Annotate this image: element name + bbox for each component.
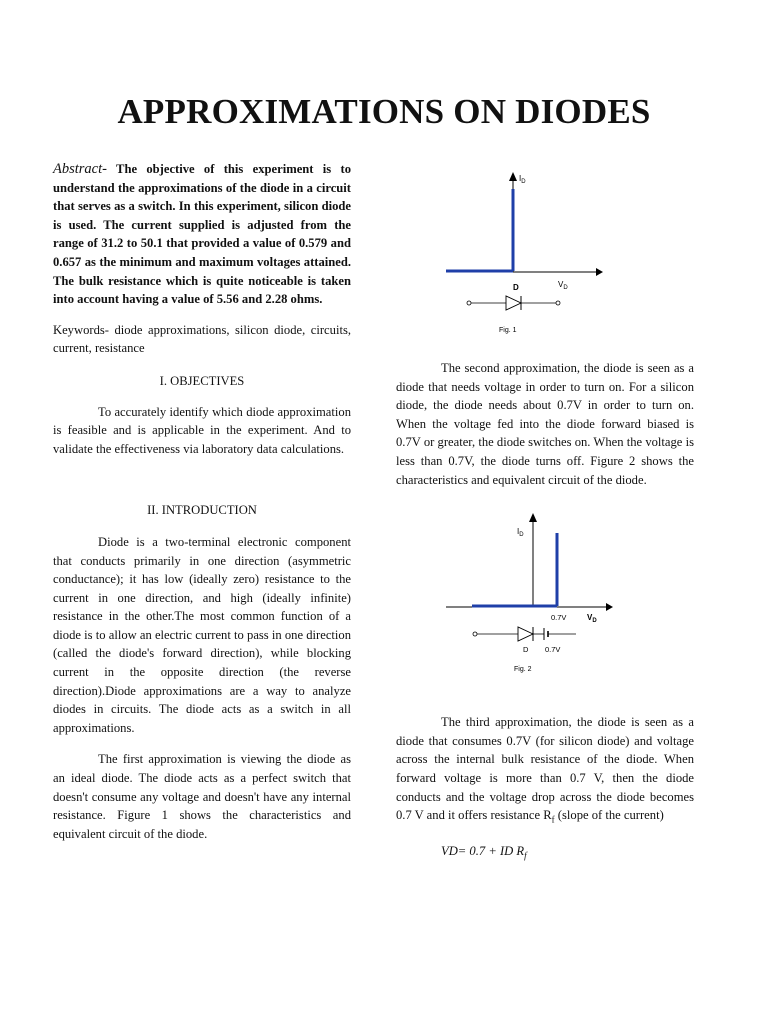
fig1-terminal-left	[467, 301, 471, 305]
third-approximation-text: The third approximation, the diode is seen as a diode that consumes 0.7V (for silicon diode) and voltage across the internal bulk resistance of the diode. When forward voltage is more than 0.7 V, then the diode conducts and the voltage drop across the diode becomes 0.7 V and it offers resistance $R_f$ (slope of the current)	[396, 715, 694, 825]
right-column	[396, 165, 694, 865]
fig2-terminal-left	[473, 632, 477, 636]
fig1-y-arrow-icon	[509, 172, 517, 181]
fig2-vd-label: $V_D$	[587, 613, 597, 625]
objectives-heading: I. OBJECTIVES	[159, 373, 245, 388]
fig2-y-arrow-icon	[529, 513, 537, 522]
fig2-caption: Fig. 2	[514, 666, 532, 674]
fig2-battery-label: 0.7V	[545, 645, 561, 655]
introduction-heading: II. INTRODUCTION	[147, 503, 257, 518]
fig1-diode-symbol-icon	[506, 296, 521, 310]
objectives-text: To accurately identify which diode approximation is feasible and is applicable in the experiment. And to validate the effectiveness via laboratory data calculations.	[53, 404, 351, 456]
fig2-diode-label: D	[523, 645, 529, 655]
paper-title: APPROXIMATIONS ON DIODES	[117, 92, 651, 131]
keywords: Keywords- diode approximations, silicon diode, circuits, current, resistance	[53, 322, 351, 356]
fig1-diode-label: D	[513, 283, 519, 292]
equation: VD= 0.7 + ID $R_f$	[441, 844, 527, 861]
abstract-text: The objective of this experiment is to understand the approximations of the diode in a circuit that serves as a switch. In this experiment, silicon diode is used. The current supplied is adjusted from the range of 31.2 to 50.1 that provided a value of 0.579 and 0.657 as the minimum and maximum voltages attained. The bulk resistance which is quite noticeable is taken into account having a value of 5.56 and 2.28 ohms.	[53, 162, 351, 307]
fig2-threshold-label: 0.7V	[551, 613, 567, 623]
figure-2	[396, 509, 694, 689]
introduction-paragraph-2: The first approximation is viewing the diode as an ideal diode. The diode acts as a perfect switch that doesn't consume any voltage and doesn't have any internal resistance. Figure 1 shows the characteristics and equivalent circuit of the diode.	[53, 752, 351, 841]
abstract	[53, 160, 351, 309]
fig2-x-arrow-icon	[606, 603, 613, 611]
fig2-diode-symbol-icon	[518, 627, 533, 641]
fig1-x-arrow-icon	[596, 268, 603, 276]
fig1-terminal-right	[556, 301, 560, 305]
figure-1	[396, 165, 694, 345]
second-approximation-text: The second approximation, the diode is seen as a diode that needs voltage in order to turn on. For a silicon diode, the diode needs about 0.7V in order to turn on. When the voltage fed into the diode forward biased is 0.7V or greater, the diode switches on. When the voltage is less than 0.7V, the diode turns off. Figure 2 shows the characteristics and equivalent circuit of the diode.	[396, 361, 694, 487]
fig1-vd-label: $V_D$	[558, 280, 568, 291]
left-column	[53, 160, 351, 843]
fig2-id-label: $I_D$	[517, 527, 524, 539]
introduction-paragraph-1: Diode is a two-terminal electronic component that conducts primarily in one direction (asymmetric conductance); it has low (ideally zero) resistance to the current in one direction, and high (ideally infinite) resistance in the other.The most common function of a diode is to allow an electric current to pass in one direction (called the diode's forward direction), while blocking current in the opposite direction (the reverse direction).Diode approximations are a way to analyze diodes in circuits. The diode acts as a switch in all approximations.	[53, 534, 351, 735]
fig1-caption: Fig. 1	[499, 327, 517, 334]
fig1-id-label: $I_D$	[519, 174, 526, 185]
abstract-label: Abstract-	[53, 161, 107, 177]
